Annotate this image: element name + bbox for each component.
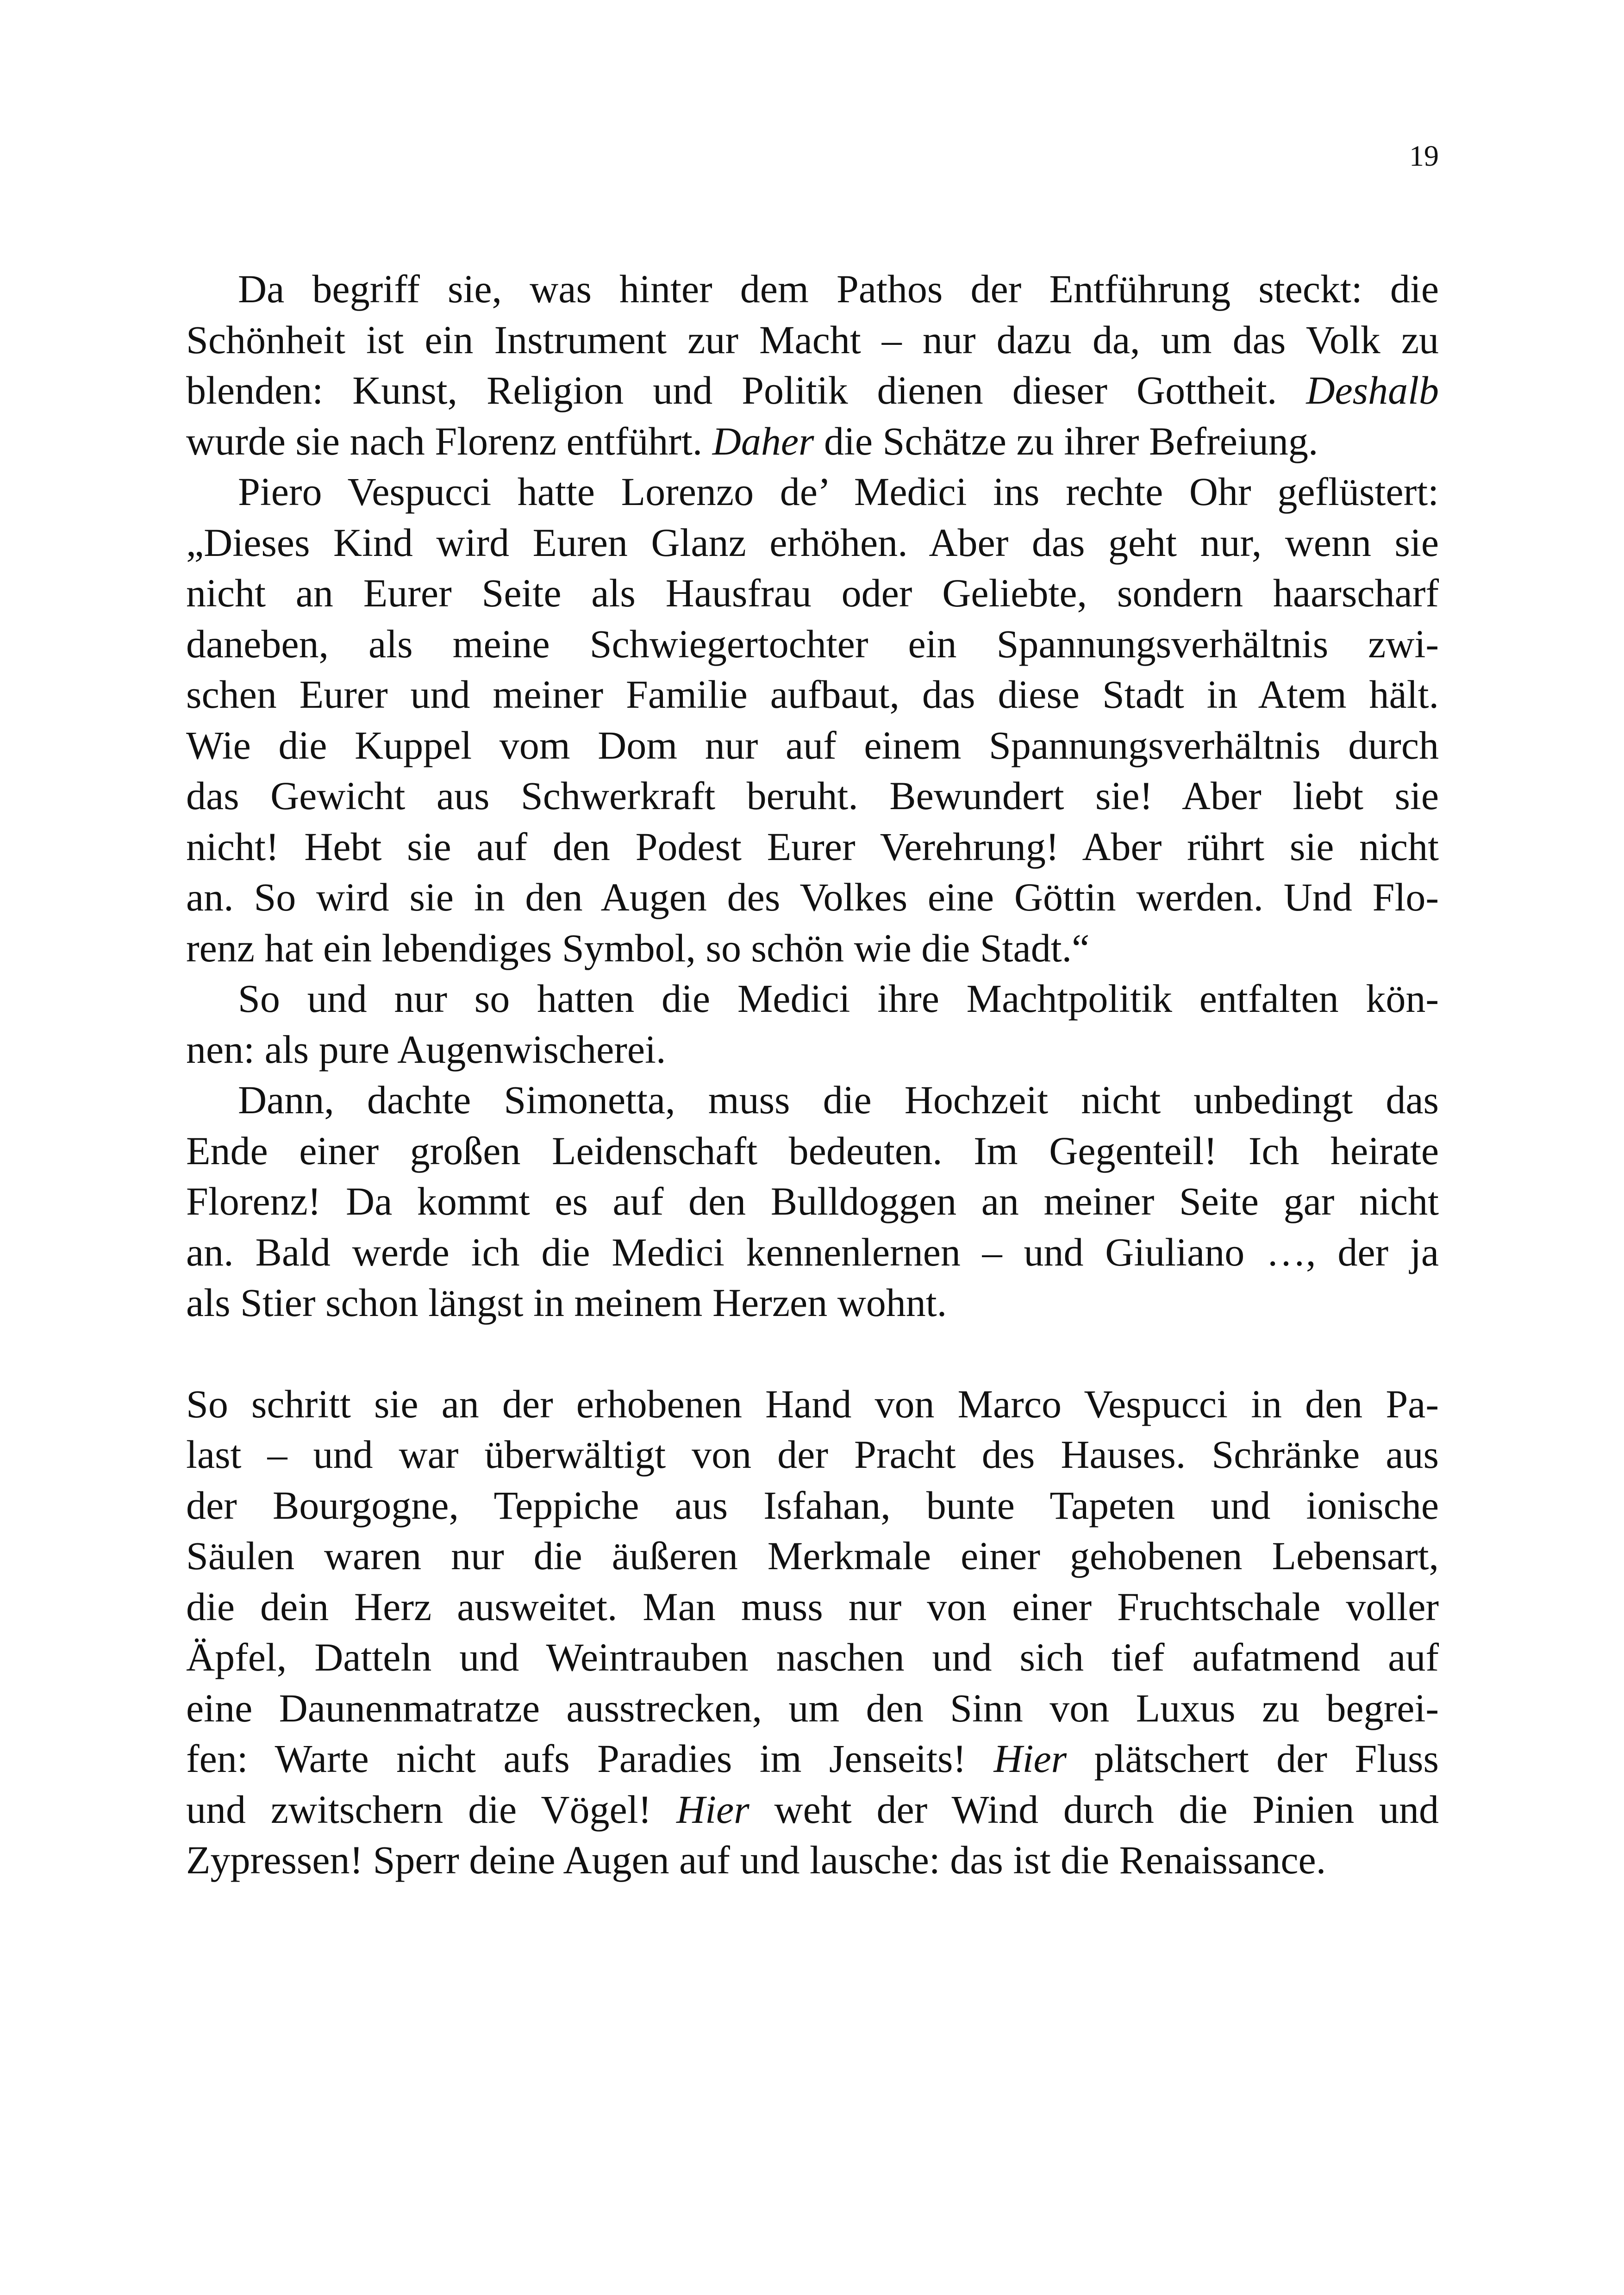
text-line: [186, 315, 1439, 366]
text-line: [186, 973, 1439, 1024]
text-segment: an. Bald werde ich die Medici kennenlernen – und Giuliano …, der ja: [186, 1229, 1439, 1274]
text-segment: Äpfel, Datteln und Weintrauben naschen und sich tief aufatmend auf: [186, 1635, 1439, 1679]
text-line: [186, 1278, 1439, 1328]
text-segment: weht der Wind durch die Pinien und: [749, 1787, 1439, 1832]
text-segment: als Stier schon längst in meinem Herzen wohnt.: [186, 1280, 947, 1325]
text-line: [186, 365, 1439, 416]
text-line: [186, 568, 1439, 619]
text-segment: Piero Vespucci hatte Lorenzo de’ Medici ins rechte Ohr geflüstert:: [238, 469, 1439, 514]
text-line: [186, 1835, 1439, 1886]
text-segment: nicht! Hebt sie auf den Podest Eurer Verehrung! Aber rührt sie nicht: [186, 824, 1439, 869]
text-line: [186, 1632, 1439, 1683]
text-segment: Da begriff sie, was hinter dem Pathos der Entführung steckt: die: [238, 267, 1439, 311]
body-text: [186, 264, 1439, 1886]
emphasis: Daher: [712, 418, 814, 463]
text-segment: Ende einer großen Leidenschaft bedeuten. Im Gegenteil! Ich heirate: [186, 1128, 1439, 1173]
text-segment: der Bourgogne, Teppiche aus Isfahan, bunte Tapeten und ionische: [186, 1483, 1439, 1528]
text-line: [186, 1227, 1439, 1278]
text-segment: So und nur so hatten die Medici ihre Machtpolitik entfalten kön-: [238, 976, 1439, 1021]
text-segment: Wie die Kuppel vom Dom nur auf einem Spannungsverhältnis durch: [186, 723, 1439, 767]
text-segment: das Gewicht aus Schwerkraft beruht. Bewundert sie! Aber liebt sie: [186, 773, 1439, 818]
text-line: [186, 1531, 1439, 1582]
text-line: [186, 771, 1439, 822]
paragraph: [186, 467, 1439, 973]
text-line: [186, 1480, 1439, 1531]
text-line: [186, 720, 1439, 771]
text-segment: „Dieses Kind wird Euren Glanz erhöhen. Aber das geht nur, wenn sie: [186, 520, 1439, 565]
text-line: [186, 1582, 1439, 1633]
text-segment: eine Daunenmatratze ausstrecken, um den Sinn von Luxus zu begrei-: [186, 1685, 1439, 1730]
text-line: [186, 669, 1439, 720]
paragraph: [186, 973, 1439, 1075]
text-segment: nicht an Eurer Seite als Hausfrau oder Geliebte, sondern haarscharf: [186, 571, 1439, 615]
text-segment: Säulen waren nur die äußeren Merkmale einer gehobenen Lebensart,: [186, 1534, 1439, 1578]
text-line: [186, 1429, 1439, 1480]
text-line: [186, 1379, 1439, 1430]
text-line: [186, 467, 1439, 518]
text-line: [186, 822, 1439, 873]
text-segment: Florenz! Da kommt es auf den Bulldoggen an meiner Seite gar nicht: [186, 1179, 1439, 1223]
text-segment: die dein Herz ausweitet. Man muss nur von einer Fruchtschale voller: [186, 1584, 1439, 1629]
text-segment: nen: als pure Augenwischerei.: [186, 1027, 666, 1072]
page-number: 19: [1409, 139, 1439, 172]
text-segment: Schönheit ist ein Instrument zur Macht – nur dazu da, um das Volk zu: [186, 317, 1439, 362]
text-segment: Dann, dachte Simonetta, muss die Hochzeit nicht unbedingt das: [238, 1078, 1439, 1122]
text-segment: Zypressen! Sperr deine Augen auf und lausche: das ist die Renaissance.: [186, 1838, 1326, 1882]
text-segment: fen: Warte nicht aufs Paradies im Jenseits!: [186, 1736, 994, 1781]
text-line: [186, 518, 1439, 568]
text-segment: wurde sie nach Florenz entführt.: [186, 418, 712, 463]
text-line: [186, 1784, 1439, 1835]
text-line: [186, 1024, 1439, 1075]
text-line: [186, 872, 1439, 923]
paragraph: [186, 1075, 1439, 1328]
emphasis: Deshalb: [1306, 368, 1439, 412]
text-segment: an. So wird sie in den Augen des Volkes eine Göttin werden. Und Flo-: [186, 875, 1439, 919]
text-line: [186, 1126, 1439, 1177]
text-segment: renz hat ein lebendiges Symbol, so schön wie die Stadt.“: [186, 925, 1090, 970]
text-line: [186, 416, 1439, 467]
text-segment: So schritt sie an der erhobenen Hand von Marco Vespucci in den Pa-: [186, 1381, 1439, 1426]
text-segment: schen Eurer und meiner Familie aufbaut, das diese Stadt in Atem hält.: [186, 672, 1439, 717]
text-segment: last – und war überwältigt von der Pracht des Hauses. Schränke aus: [186, 1432, 1439, 1477]
text-segment: die Schätze zu ihrer Befreiung.: [814, 418, 1318, 463]
emphasis: Hier: [676, 1787, 750, 1832]
text-line: [186, 264, 1439, 315]
text-line: [186, 1683, 1439, 1734]
paragraph: [186, 1379, 1439, 1886]
text-segment: plätschert der Fluss: [1067, 1736, 1439, 1781]
text-line: [186, 923, 1439, 974]
text-line: [186, 1734, 1439, 1784]
section-break: [186, 1328, 1439, 1379]
text-line: [186, 619, 1439, 670]
paragraph: [186, 264, 1439, 467]
text-line: [186, 1075, 1439, 1126]
emphasis: Hier: [993, 1736, 1067, 1781]
text-segment: daneben, als meine Schwiegertochter ein Spannungsverhältnis zwi-: [186, 621, 1439, 666]
text-segment: und zwitschern die Vögel!: [186, 1787, 677, 1832]
text-segment: blenden: Kunst, Religion und Politik dienen dieser Gottheit.: [186, 368, 1306, 412]
text-line: [186, 1176, 1439, 1227]
